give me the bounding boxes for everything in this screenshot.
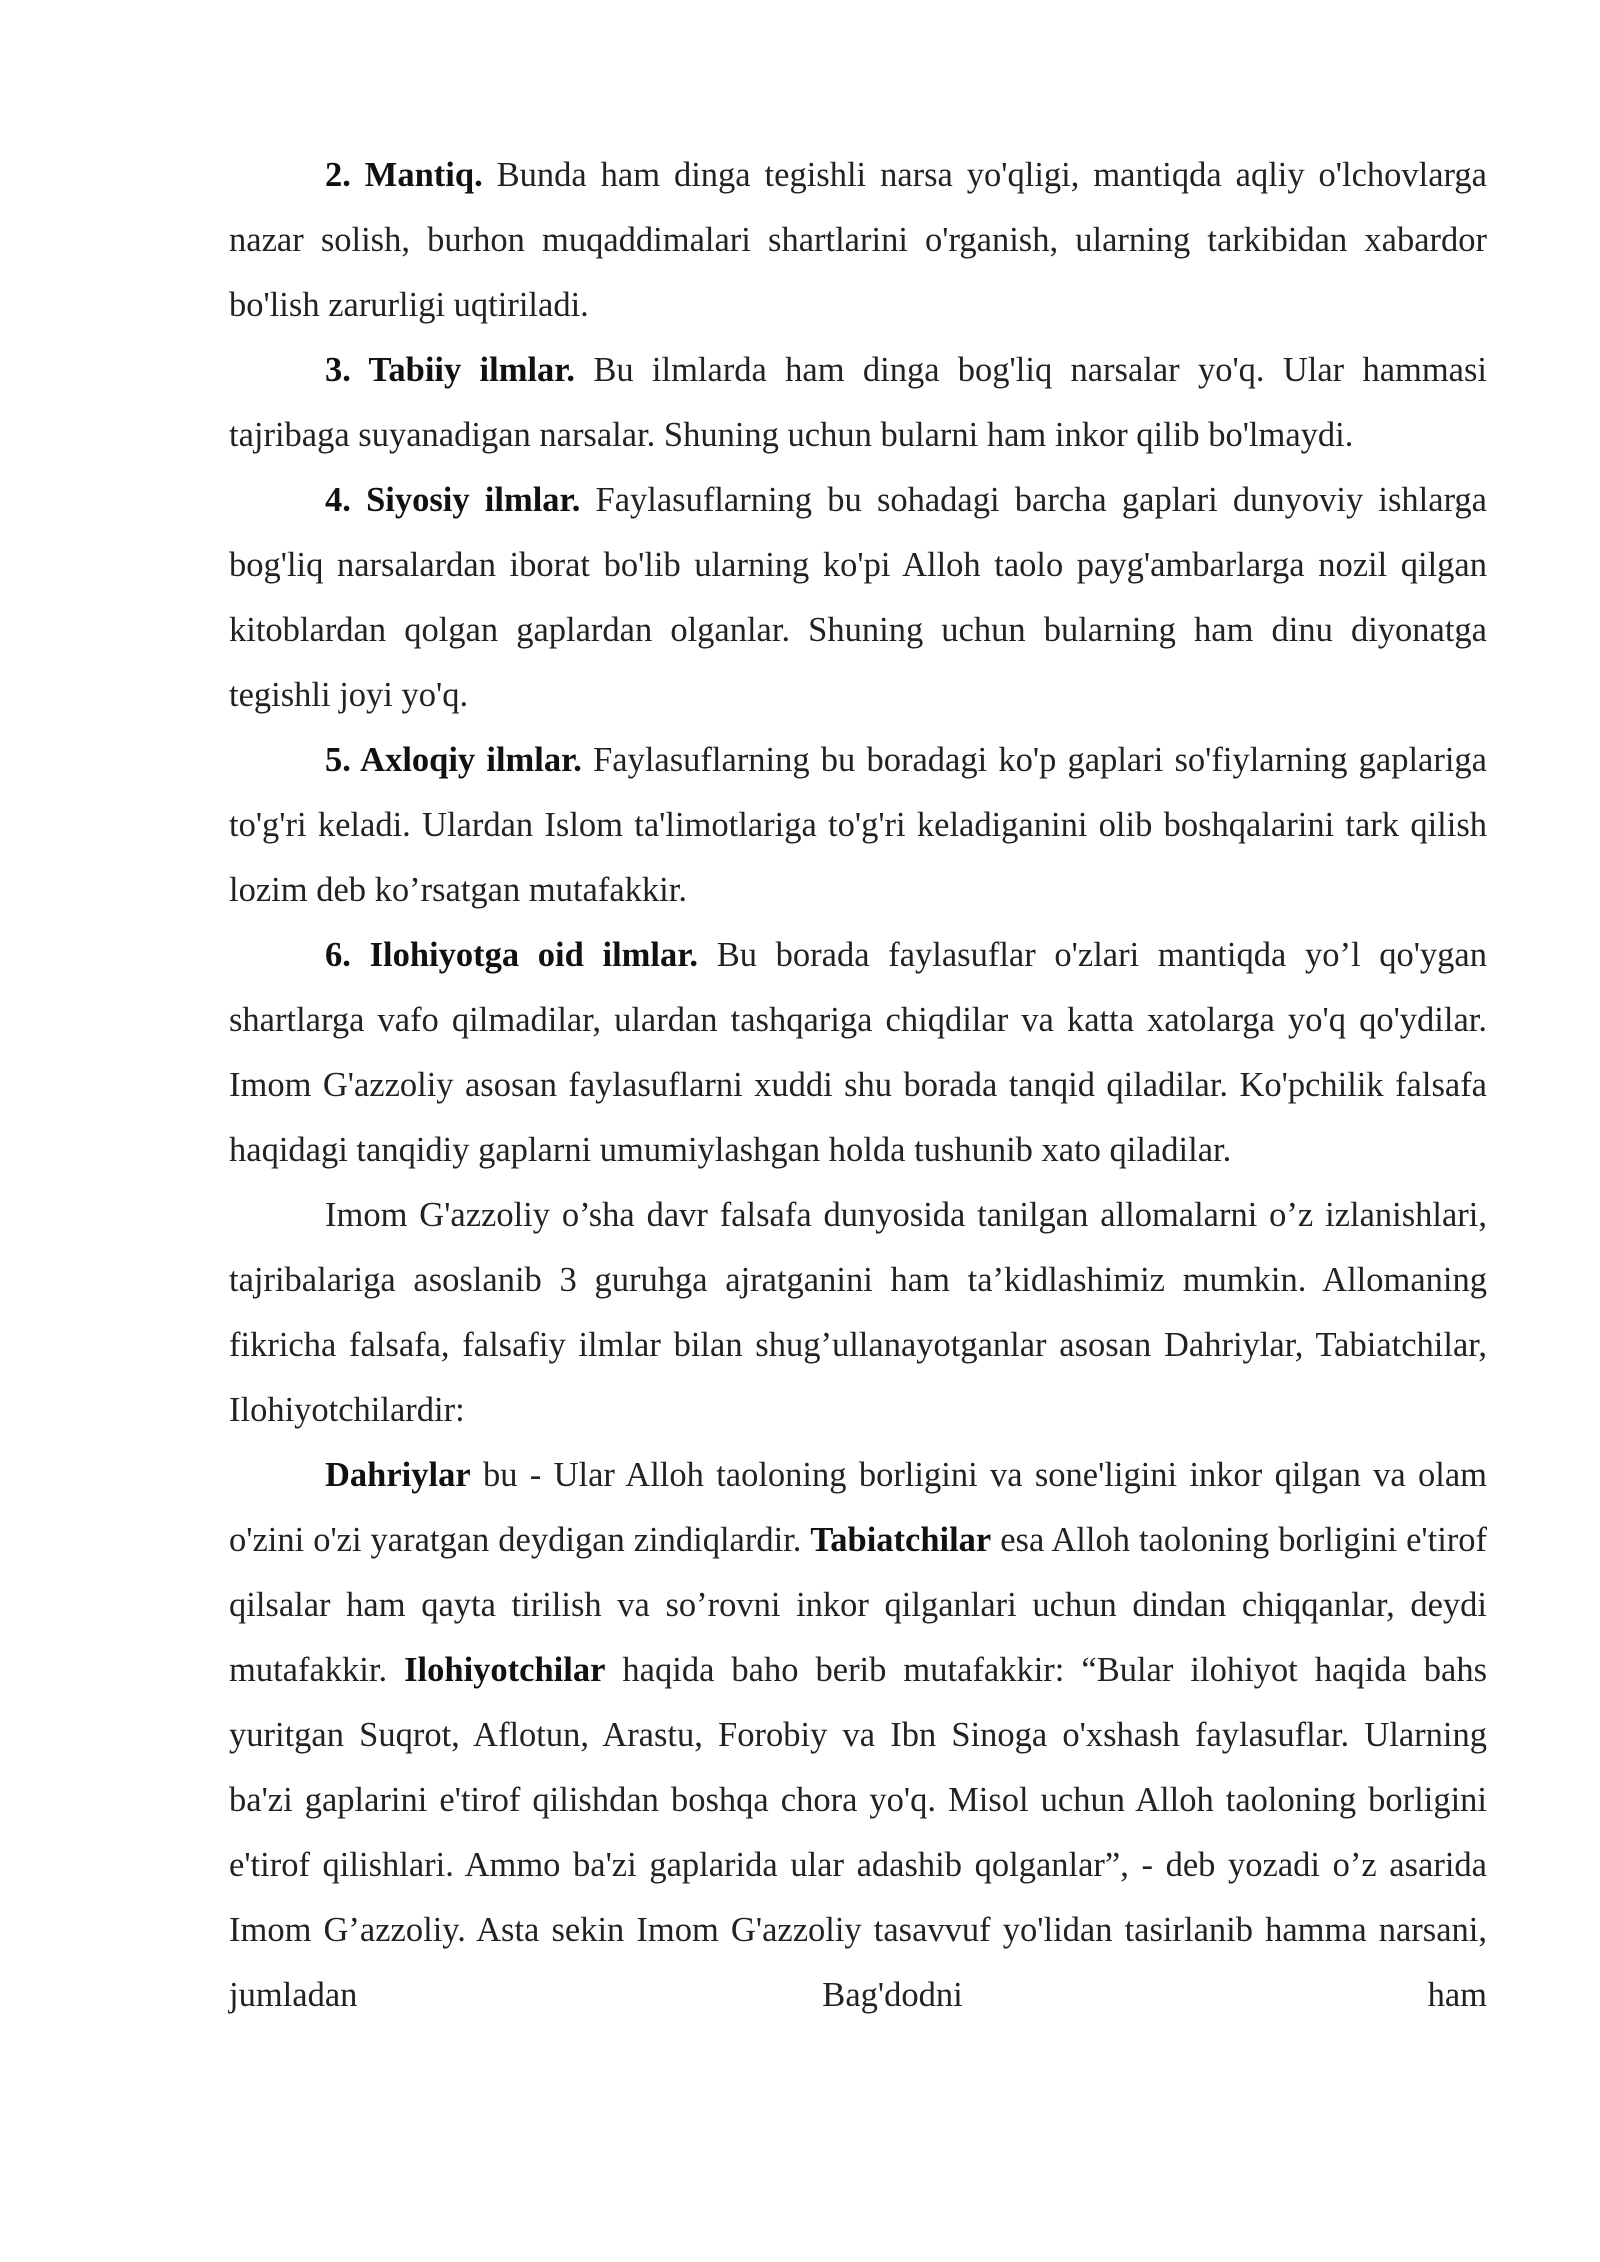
paragraph-ilohiyotga-oid-ilmlar	[229, 923, 1487, 1183]
term-ilohiyotchilar: Ilohiyotchilar	[404, 1651, 606, 1689]
paragraph-three-groups-text: Imom G'azzoliy o’sha davr falsafa dunyosida tanilgan allomalarni o’z izlanishlari, tajribalariga asoslanib 3 guruhga ajratganini ham ta’kidlashimiz mumkin. Allomaning fikricha falsafa, falsafiy ilmlar bilan shug’ullanayotganlar asosan Dahriylar, Tabiatchilar, Ilohiyotchilardir:	[229, 1196, 1487, 1429]
heading-mantiq: 2. Mantiq.	[325, 156, 483, 194]
paragraph-three-groups	[229, 1183, 1487, 1443]
paragraph-ilohiyotchilar-text: haqida baho berib mutafakkir: “Bular ilohiyot haqida bahs yuritgan Suqrot, Aflotun, Arastu, Forobiy va Ibn Sinoga o'xshash faylasuflar. Ularning ba'zi gaplarini e'tirof qilishdan boshqa chora yo'q. Misol uchun Alloh taoloning borligini e'tirof qilishlari. Ammo ba'zi gaplarida ular adashib qolganlar”, - deb yozadi o’z asarida Imom G’azzoliy. Asta sekin Imom G'azzoliy tasavvuf yo'lidan tasirlanib hamma narsani, jumladan Bag'dodni ham	[229, 1651, 1487, 2014]
paragraph-ilohiyotga-oid-ilmlar-text: Bu borada faylasuflar o'zlari mantiqda yo’l qo'ygan shartlarga vafo qilmadilar, ulardan tashqariga chiqdilar va katta xatolarga yo'q qo'ydilar. Imom G'azzoliy asosan faylasuflarni xuddi shu borada tanqid qiladilar. Ko'pchilik falsafa haqidagi tanqidiy gaplarni umumiylashgan holda tushunib xato qiladilar.	[229, 936, 1487, 1169]
heading-axloqiy-ilmlar: 5. Axloqiy ilmlar.	[325, 741, 582, 779]
heading-tabiiy-ilmlar: 3. Tabiiy ilmlar.	[325, 351, 576, 389]
paragraph-siyosiy-ilmlar-text: Faylasuflarning bu sohadagi barcha gaplari dunyoviy ishlarga bog'liq narsalardan iborat bo'lib ularning ko'pi Alloh taolo payg'ambarlarga nozil qilgan kitoblardan qolgan gaplardan olganlar. Shuning uchun bularning ham dinu diyonatga tegishli joyi yo'q.	[229, 481, 1487, 714]
paragraph-dahriylar	[229, 1443, 1487, 2028]
paragraph-axloqiy-ilmlar-text: Faylasuflarning bu boradagi ko'p gaplari so'fiylarning gaplariga to'g'ri keladi. Ulardan Islom ta'limotlariga to'g'ri keladiganini olib boshqalarini tark qilish lozim deb ko’rsatgan mutafakkir.	[229, 741, 1487, 909]
paragraph-siyosiy-ilmlar	[229, 468, 1487, 728]
heading-siyosiy-ilmlar: 4. Siyosiy ilmlar.	[325, 481, 581, 519]
term-tabiatchilar: Tabiatchilar	[810, 1521, 992, 1559]
document-page	[229, 143, 1487, 2028]
paragraph-tabiiy-ilmlar	[229, 338, 1487, 468]
heading-ilohiyotga-oid-ilmlar: 6. Ilohiyotga oid ilmlar.	[325, 936, 699, 974]
paragraph-dahriylar-text: bu - Ular Alloh taoloning borligini va sone'ligini inkor qilgan va olam o'zini o'zi yaratgan deydigan zindiqlardir.	[229, 1456, 1487, 1559]
paragraph-axloqiy-ilmlar	[229, 728, 1487, 923]
paragraph-mantiq-text: Bunda ham dinga tegishli narsa yo'qligi, mantiqda aqliy o'lchovlarga nazar solish, burhon muqaddimalari shartlarini o'rganish, ularning tarkibidan xabardor bo'lish zarurligi uqtiriladi.	[229, 156, 1487, 324]
paragraph-tabiiy-ilmlar-text: Bu ilmlarda ham dinga bog'liq narsalar yo'q. Ular hammasi tajribaga suyanadigan narsalar. Shuning uchun bularni ham inkor qilib bo'lmaydi.	[229, 351, 1487, 454]
paragraph-mantiq	[229, 143, 1487, 338]
term-dahriylar: Dahriylar	[325, 1456, 471, 1494]
paragraph-tabiatchilar-text: esa Alloh taoloning borligini e'tirof qilsalar ham qayta tirilish va so’rovni inkor qilganlari uchun dindan chiqqanlar, deydi mutafakkir.	[229, 1521, 1488, 1689]
